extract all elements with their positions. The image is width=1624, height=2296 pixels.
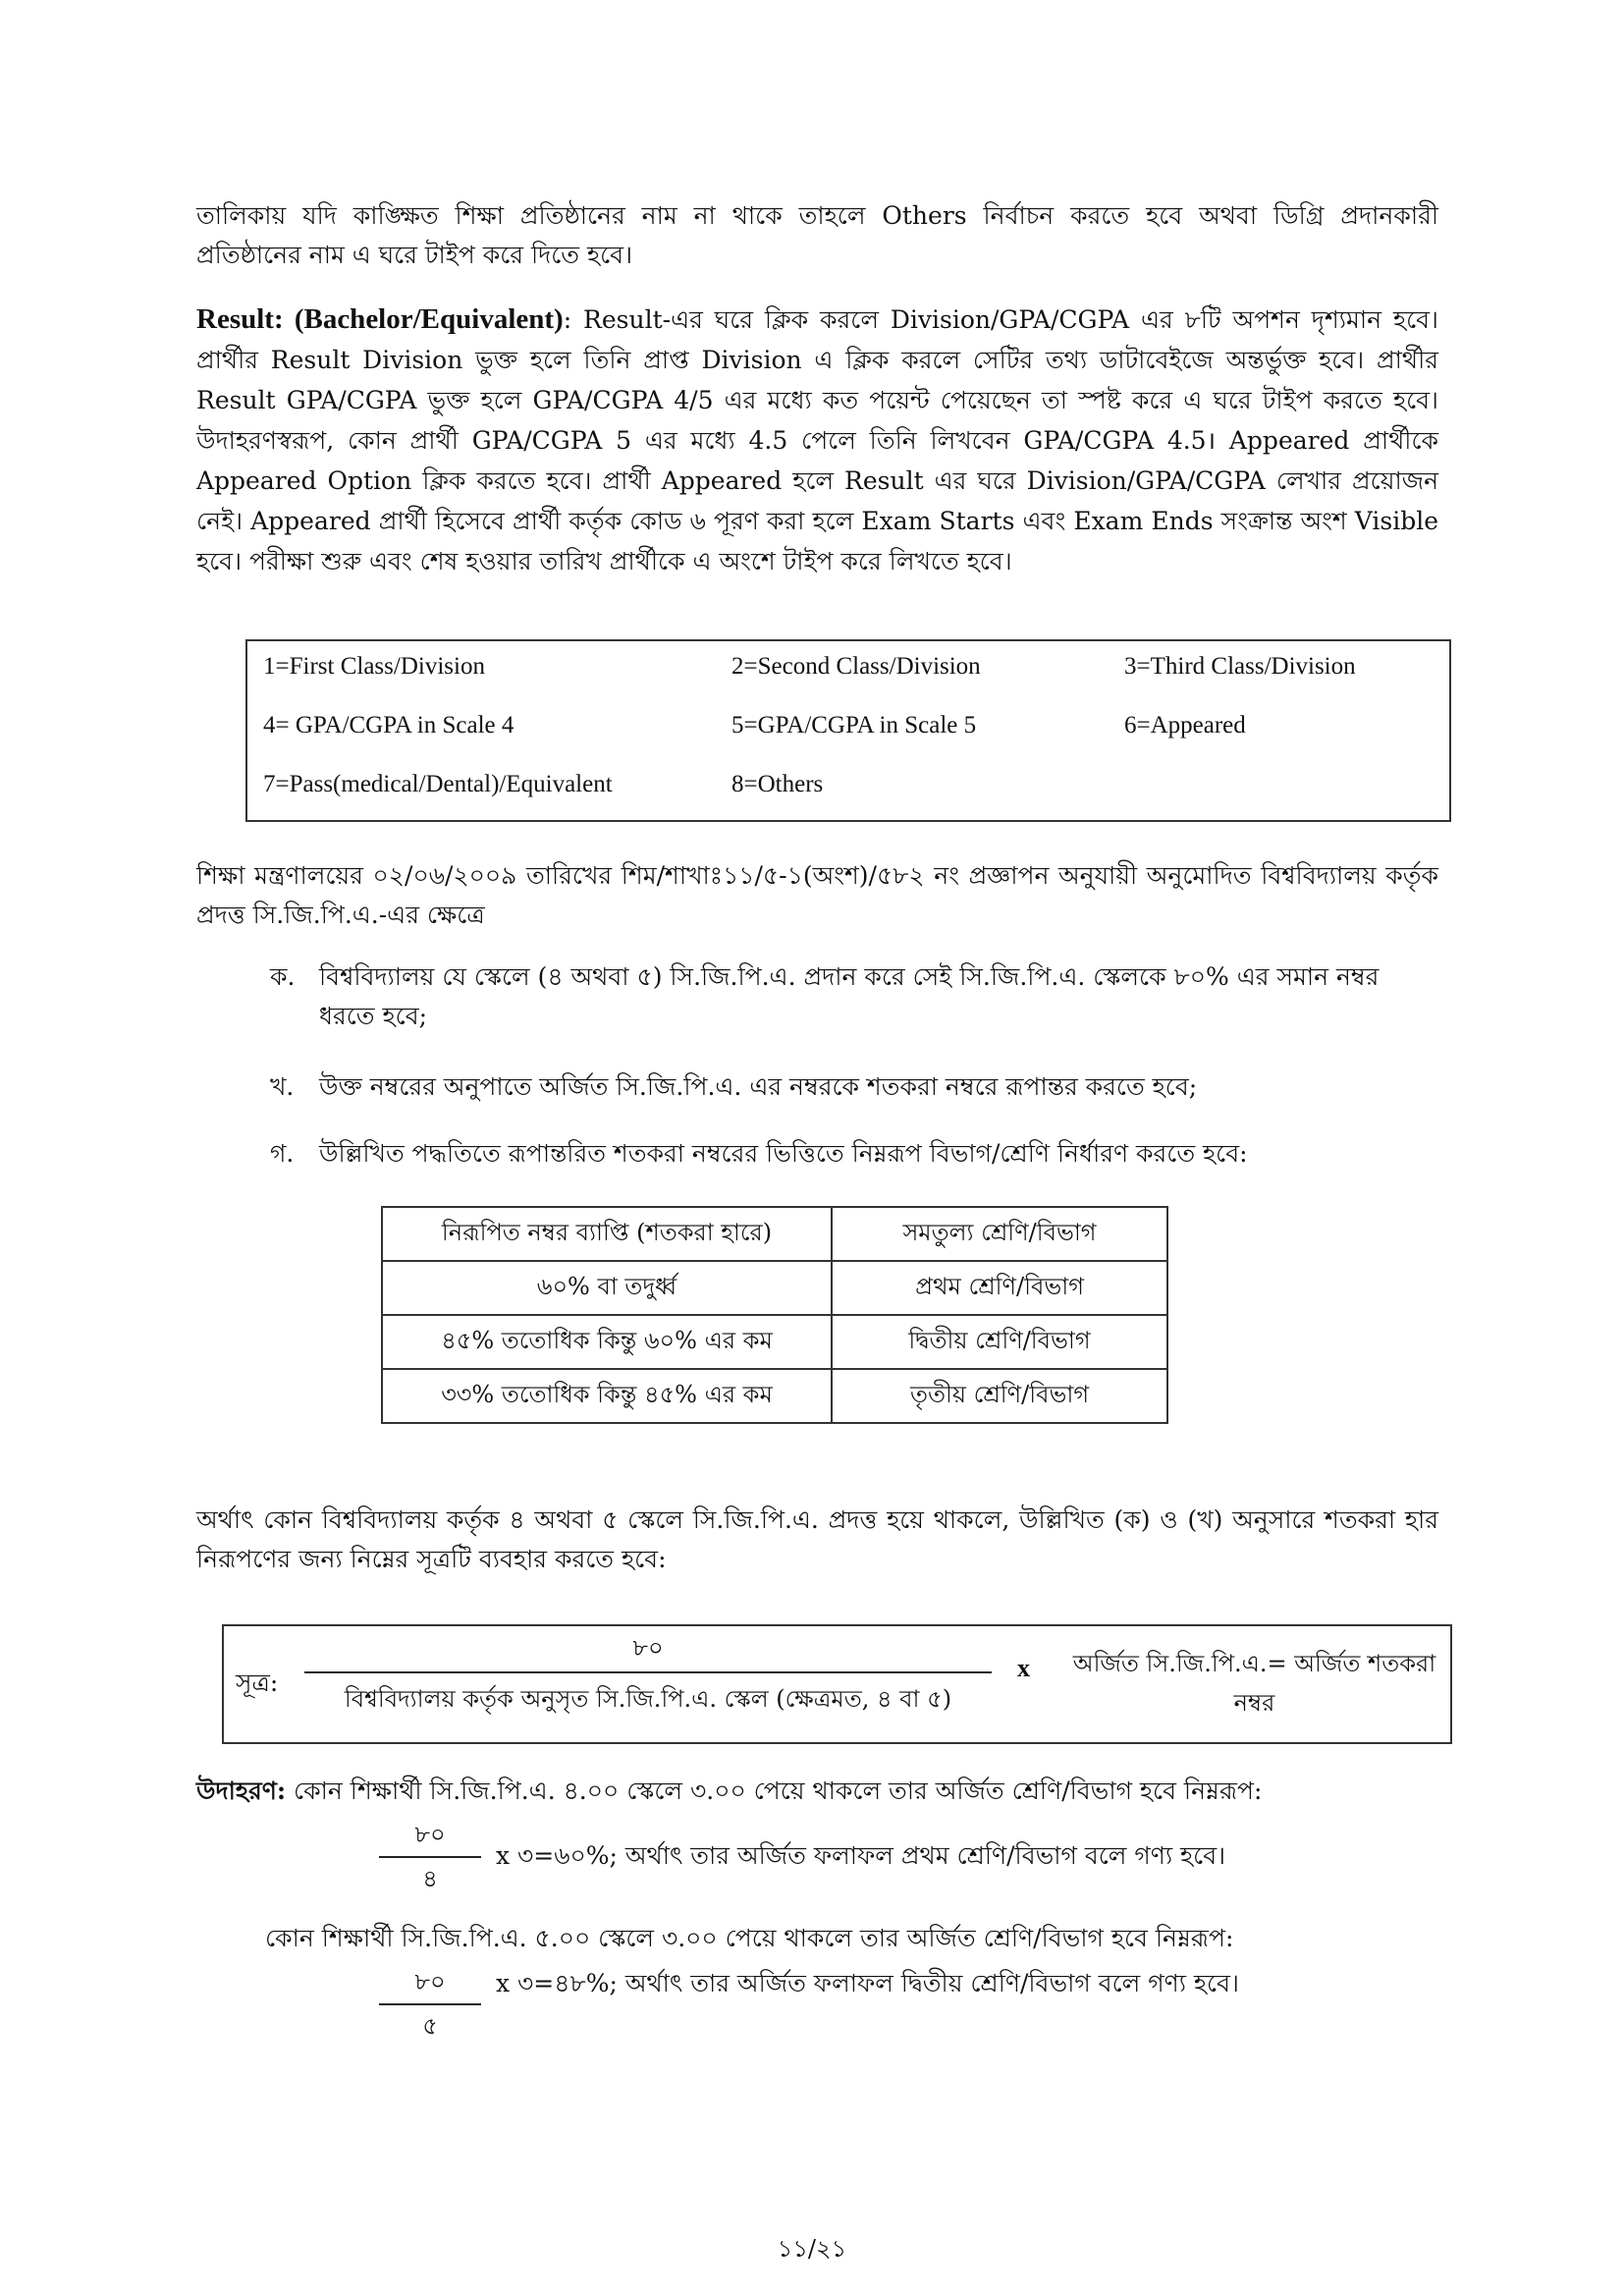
example-1-denominator: ৪: [422, 1865, 438, 1892]
code-3: 3=Third Class/Division: [1124, 653, 1356, 680]
list-item: [270, 1067, 1438, 1107]
table-cell: ৬০% বা তদুর্ধ্ব: [382, 1261, 832, 1315]
table-cell: ৩৩% ততোধিক কিন্তু ৪৫% এর কম: [382, 1369, 832, 1423]
table-row: [382, 1261, 1167, 1315]
example-2-intro: কোন শিক্ষার্থী সি.জি.পি.এ. ৫.০০ স্কেলে ৩.০০ পেয়ে থাকলে তার অর্জিত শ্রেণি/বিভাগ হবে নিম্নরূপ:: [265, 1924, 1234, 1952]
example-1-result: x ৩=৬০%; অর্থাৎ তার অর্জিত ফলাফল প্রথম শ্রেণি/বিভাগ বলে গণ্য হবে।: [496, 1841, 1226, 1870]
result-codes-box: [245, 639, 1451, 822]
intro-paragraph: [196, 196, 1438, 275]
grade-conversion-table: [381, 1206, 1168, 1424]
formula-rhs-line-2: নম্বর: [1233, 1689, 1275, 1717]
example-1-intro-text: কোন শিক্ষার্থী সি.জি.পি.এ. ৪.০০ স্কেলে ৩.০০ পেয়ে থাকলে তার অর্জিত শ্রেণি/বিভাগ হবে নিম্নরূপ:: [286, 1777, 1263, 1805]
example-2-fraction-line: [379, 2003, 481, 2005]
result-heading: Result: (Bachelor/Equivalent): [196, 303, 564, 335]
formula-fraction-line: [304, 1671, 992, 1673]
ministry-paragraph: শিক্ষা মন্ত্রণালয়ের ০২/০৬/২০০৯ তারিখের শিম/শাখাঃ১১/৫-১(অংশ)/৫৮২ নং প্রজ্ঞাপন অনুযায়ী অনুমোদিত বিশ্ববিদ্যালয় কর্তৃক প্রদত্ত সি.জি.পি.এ.-এর ক্ষেত্রে: [196, 861, 1438, 929]
code-1: 1=First Class/Division: [263, 653, 485, 680]
table-cell: দ্বিতীয় শ্রেণি/বিভাগ: [832, 1315, 1167, 1369]
result-paragraph: [196, 300, 1438, 581]
table-cell: ৪৫% ততোধিক কিন্তু ৬০% এর কম: [382, 1315, 832, 1369]
list-text: উক্ত নম্বরের অনুপাতে অর্জিত সি.জি.পি.এ. এর নম্বরকে শতকরা নম্বরে রূপান্তর করতে হবে;: [319, 1072, 1198, 1101]
example-2-denominator: ৫: [422, 2012, 438, 2040]
code-2: 2=Second Class/Division: [731, 653, 981, 680]
table-header-cell: সমতুল্য শ্রেণি/বিভাগ: [832, 1207, 1167, 1261]
list-text: উল্লিখিত পদ্ধতিতে রূপান্তরিত শতকরা নম্বরের ভিত্তিতে নিম্নরূপ বিভাগ/শ্রেণি নির্ধারণ করতে হবে:: [319, 1139, 1248, 1168]
table-header-row: [382, 1207, 1167, 1261]
table-cell: প্রথম শ্রেণি/বিভাগ: [832, 1261, 1167, 1315]
list-marker: ক.: [270, 962, 296, 991]
code-7: 7=Pass(medical/Dental)/Equivalent: [263, 771, 613, 797]
list-item: [270, 957, 1438, 1036]
formula-numerator: ৮০: [632, 1634, 664, 1662]
formula-rhs-line-1: অর্জিত সি.জি.পি.এ.= অর্জিত শতকরা: [1072, 1650, 1436, 1677]
list-text: বিশ্ববিদ্যালয় যে স্কেলে (৪ অথবা ৫) সি.জি.পি.এ. প্রদান করে সেই সি.জি.পি.এ. স্কেলকে ৮০% এর সমান নম্বর ধরতে হবে;: [319, 962, 1380, 1030]
code-8: 8=Others: [731, 771, 824, 797]
example-2-numerator: ৮০: [414, 1968, 446, 1995]
example-label: উদাহরণ:: [196, 1777, 287, 1805]
formula-denominator: বিশ্ববিদ্যালয় কর্তৃক অনুসৃত সি.জি.পি.এ. স্কেল (ক্ষেত্রমত, ৪ বা ৫): [344, 1685, 952, 1713]
formula-label: সূত্র:: [236, 1668, 279, 1697]
list-item: [270, 1134, 1438, 1174]
example-1-fraction-line: [379, 1856, 481, 1858]
table-header-cell: নিরূপিত নম্বর ব্যাপ্তি (শতকরা হারে): [382, 1207, 832, 1261]
result-text: : Result-এর ঘরে ক্লিক করলে Division/GPA/CGPA এর ৮টি অপশন দৃশ্যমান হবে। প্রার্থীর Result Division ভুক্ত হলে তিনি প্রাপ্ত Division এ ক্লিক করলে সেটির তথ্য ডাটাবেইজে অন্তর্ভুক্ত হবে। প্রার্থীর Result GPA/CGPA ভুক্ত হলে GPA/CGPA 4/5 এর মধ্যে কত পয়েন্ট পেয়েছেন তা স্পষ্ট করে এ ঘরে টাইপ করতে হবে। উদাহরণস্বরূপ, কোন প্রার্থী GPA/CGPA 5 এর মধ্যে 4.5 পেলে তিনি লিখবেন GPA/CGPA 4.5। Appeared প্রার্থীকে Appeared Option ক্লিক করতে হবে। প্রার্থী Appeared হলে Result এর ঘরে Division/GPA/CGPA লেখার প্রয়োজন নেই। Appeared প্রার্থী হিসেবে প্রার্থী কর্তৃক কোড ৬ পূরণ করা হলে Exam Starts এবং Exam Ends সংক্রান্ত অংশ Visible হবে। পরীক্ষা শুরু এবং শেষ হওয়ার তারিখ প্রার্থীকে এ অংশে টাইপ করে লিখতে হবে।: [196, 305, 1438, 575]
formula-box: [222, 1624, 1452, 1744]
code-6: 6=Appeared: [1124, 712, 1246, 738]
formula-rhs: [1060, 1644, 1448, 1722]
list-marker: গ.: [270, 1139, 295, 1168]
example-1-intro: [196, 1772, 1438, 1814]
intro-line-2: প্রতিষ্ঠানের নাম এ ঘরে টাইপ করে দিতে হবে।: [196, 241, 633, 269]
table-cell: তৃতীয় শ্রেণি/বিভাগ: [832, 1369, 1167, 1423]
list-marker: খ.: [270, 1072, 295, 1101]
formula-intro-paragraph: অর্থাৎ কোন বিশ্ববিদ্যালয় কর্তৃক ৪ অথবা ৫ স্কেলে সি.জি.পি.এ. প্রদত্ত হয়ে থাকলে, উল্লিখিত (ক) ও (খ) অনুসারে শতকরা হার নিরূপণের জন্য নিম্নের সূত্রটি ব্যবহার করতে হবে:: [196, 1505, 1438, 1573]
page-number: ১১/২১: [777, 2235, 847, 2263]
intro-line-1: তালিকায় যদি কাঙ্ক্ষিত শিক্ষা প্রতিষ্ঠানের নাম না থাকে তাহলে Others নির্বাচন করতে হবে অথবা ডিগ্রি প্রদানকারী: [196, 201, 1438, 230]
table-row: [382, 1315, 1167, 1369]
formula-times: x: [1017, 1654, 1030, 1682]
table-row: [382, 1369, 1167, 1423]
example-1-numerator: ৮০: [414, 1821, 446, 1848]
code-5: 5=GPA/CGPA in Scale 5: [731, 712, 977, 738]
code-4: 4= GPA/CGPA in Scale 4: [263, 712, 514, 738]
example-2-result: x ৩=৪৮%; অর্থাৎ তার অর্জিত ফলাফল দ্বিতীয় শ্রেণি/বিভাগ বলে গণ্য হবে।: [496, 1969, 1239, 1997]
